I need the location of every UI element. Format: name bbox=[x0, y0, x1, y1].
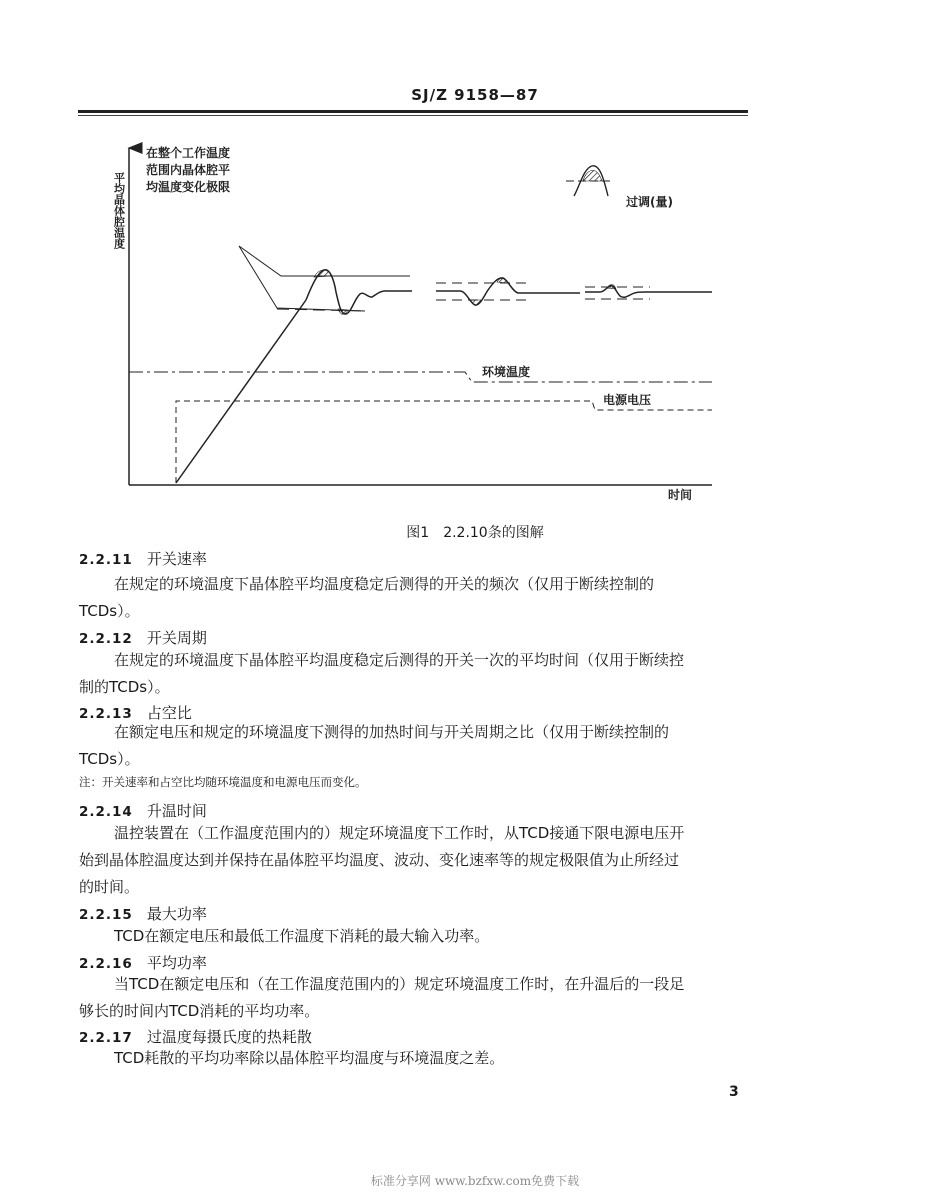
ambient-temperature-label: 环境温度 bbox=[482, 365, 531, 379]
section-2-2-14-line-1: 温控装置在（工作温度范围内的）规定环境温度下工作时，从TCD接通下限电源电压开 bbox=[114, 824, 685, 842]
section-2-2-14 bbox=[79, 800, 207, 821]
figure-1-diagram bbox=[0, 0, 950, 520]
section-2-2-15-line-1: TCD在额定电压和最低工作温度下消耗的最大输入功率。 bbox=[114, 927, 490, 945]
section-2-2-12-line-1: 在规定的环境温度下晶体腔平均温度稳定后测得的开关一次的平均时间（仅用于断续控 bbox=[114, 651, 685, 669]
section-note: 注：开关速率和占空比均随环境温度和电源电压而变化。 bbox=[79, 775, 367, 789]
section-title: 平均功率 bbox=[146, 954, 207, 972]
x-axis-label: 时间 bbox=[668, 488, 693, 502]
figure-caption: 图1 2.2.10条的图解 bbox=[406, 525, 544, 541]
footer-watermark: 标准分享网 www.bzfxw.com免费下载 bbox=[370, 1174, 580, 1188]
section-2-2-14-line-2: 始到晶体腔温度达到并保持在晶体腔平均温度、波动、变化速率等的规定极限值为止所经过 bbox=[79, 851, 680, 869]
undershoot-hatch-2 bbox=[470, 300, 481, 305]
ambient-temperature-line bbox=[129, 372, 712, 382]
section-title: 升温时间 bbox=[146, 802, 207, 820]
section-2-2-11-line-1: 在规定的环境温度下晶体腔平均温度稳定后测得的开关的频次（仅用于断续控制的 bbox=[114, 575, 655, 593]
section-2-2-16-line-2: 够长的时间内TCD消耗的平均功率。 bbox=[79, 1002, 320, 1020]
section-number: 2.2.16 bbox=[79, 956, 133, 972]
section-number: 2.2.17 bbox=[79, 1030, 133, 1046]
limit-note-line-1: 在整个工作温度 bbox=[146, 146, 231, 160]
section-2-2-17-line-1: TCD耗散的平均功率除以晶体腔平均温度与环境温度之差。 bbox=[114, 1049, 505, 1067]
section-2-2-16-line-1: 当TCD在额定电压和（在工作温度范围内的）规定环境温度工作时，在升温后的一段足 bbox=[114, 975, 685, 993]
supply-voltage-label: 电源电压 bbox=[603, 393, 652, 407]
section-title: 开关速率 bbox=[146, 550, 207, 568]
section-2-2-14-line-3: 的时间。 bbox=[79, 878, 140, 896]
limit-note-line-2: 范围内晶体腔平 bbox=[146, 163, 231, 177]
document-code-header: SJ/Z 9158—87 bbox=[411, 86, 539, 104]
section-2-2-11-line-2: TCDs）。 bbox=[79, 602, 140, 620]
section-title: 最大功率 bbox=[146, 905, 207, 923]
section-2-2-15 bbox=[79, 903, 207, 924]
limit-envelope-lower bbox=[239, 246, 365, 311]
page-number: 3 bbox=[729, 1084, 739, 1100]
overshoot-hatch-3 bbox=[607, 284, 616, 289]
overshoot-label: 过调(量) bbox=[626, 195, 673, 209]
supply-voltage-line bbox=[176, 401, 712, 483]
section-number: 2.2.14 bbox=[79, 804, 133, 820]
section-number: 2.2.12 bbox=[79, 631, 133, 647]
section-2-2-12-line-2: 制的TCDs）。 bbox=[79, 678, 170, 696]
y-axis-label: 平均晶体腔温度 bbox=[112, 172, 126, 249]
section-number: 2.2.13 bbox=[79, 706, 133, 722]
temperature-curve-2 bbox=[436, 278, 580, 305]
section-number: 2.2.11 bbox=[79, 552, 133, 568]
section-title: 过温度每摄氏度的热耗散 bbox=[146, 1028, 312, 1046]
section-2-2-13-line-2: TCDs）。 bbox=[79, 750, 140, 768]
section-2-2-12 bbox=[79, 627, 207, 648]
warmup-ramp bbox=[176, 300, 306, 483]
section-number: 2.2.15 bbox=[79, 907, 133, 923]
section-2-2-11 bbox=[79, 548, 207, 569]
section-title: 开关周期 bbox=[146, 629, 207, 647]
limit-note-line-3: 均温度变化极限 bbox=[146, 180, 231, 194]
section-title: 占空比 bbox=[146, 704, 192, 722]
section-2-2-13-line-1: 在额定电压和规定的环境温度下测得的加热时间与开关周期之比（仅用于断续控制的 bbox=[114, 723, 670, 741]
